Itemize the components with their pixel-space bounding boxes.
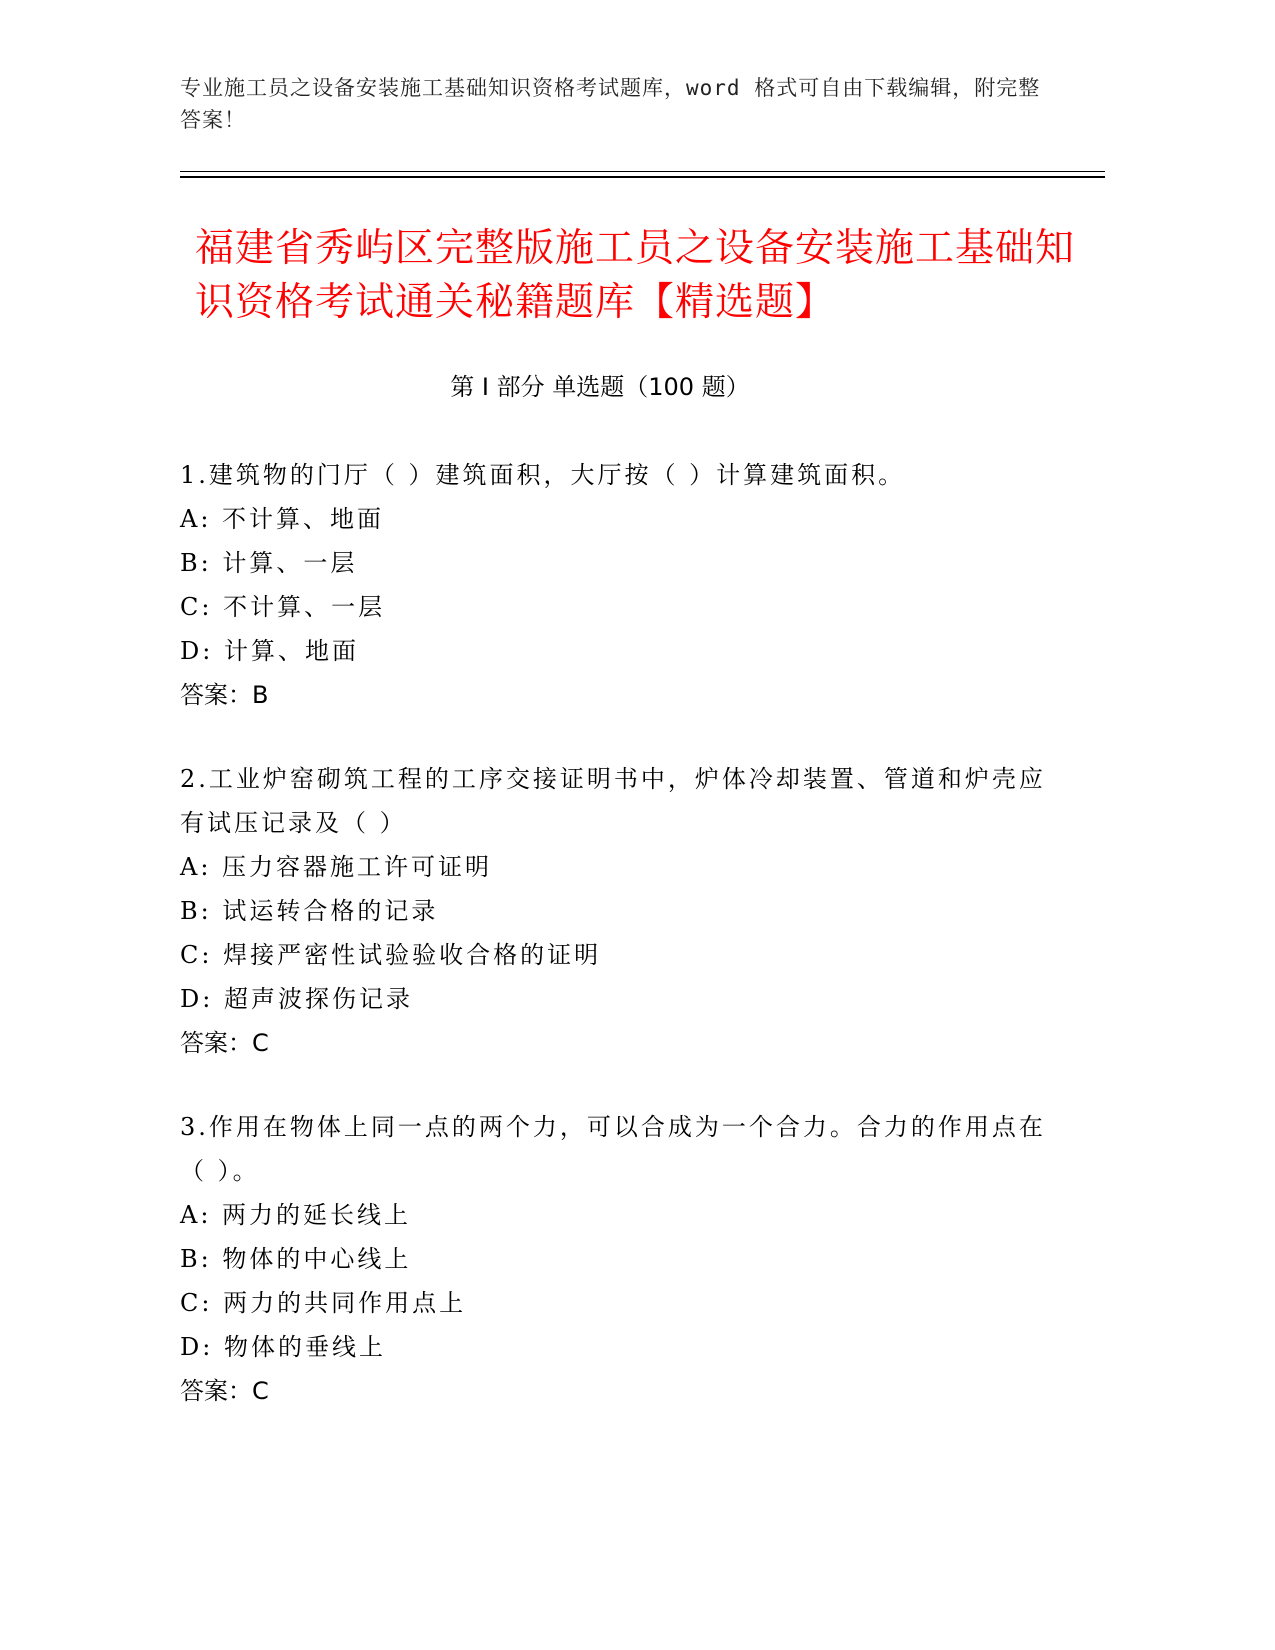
question-stem: 1.建筑物的门厅（ ）建筑面积，大厅按（ ）计算建筑面积。 xyxy=(180,461,906,489)
header-divider-bottom xyxy=(180,176,1105,178)
answer-label: 答案：C xyxy=(180,1377,269,1405)
section-title: 第 I 部分 单选题（100 题） xyxy=(450,373,750,401)
option-d: D: 物体的垂线上 xyxy=(180,1333,386,1361)
option-b: B: 物体的中心线上 xyxy=(180,1245,412,1273)
option-a: A: 压力容器施工许可证明 xyxy=(180,853,493,881)
answer-label: 答案：B xyxy=(180,681,269,709)
header-note: 专业施工员之设备安装施工基础知识资格考试题库，word 格式可自由下载编辑，附完整答案！ xyxy=(180,76,1041,132)
option-d: D: 计算、地面 xyxy=(180,637,359,665)
question-item xyxy=(180,1105,1060,1413)
question-item xyxy=(180,453,1060,717)
document-title: 福建省秀屿区完整版施工员之设备安装施工基础知识资格考试通关秘籍题库【精选题】 xyxy=(195,226,1076,325)
option-d: D: 超声波探伤记录 xyxy=(180,985,413,1013)
option-b: B: 试运转合格的记录 xyxy=(180,897,439,925)
question-item xyxy=(180,757,1060,1065)
option-c: C: 不计算、一层 xyxy=(180,593,386,621)
question-stem: 2.工业炉窑砌筑工程的工序交接证明书中，炉体冷却装置、管道和炉壳应有试压记录及（ ） xyxy=(180,765,1046,837)
header-divider-top xyxy=(180,171,1105,172)
option-c: C: 焊接严密性试验验收合格的证明 xyxy=(180,941,602,969)
option-a: A: 两力的延长线上 xyxy=(180,1201,412,1229)
option-a: A: 不计算、地面 xyxy=(180,505,385,533)
question-stem: 3.作用在物体上同一点的两个力，可以合成为一个合力。合力的作用点在（ ）。 xyxy=(180,1113,1046,1185)
answer-label: 答案：C xyxy=(180,1029,269,1057)
option-c: C: 两力的共同作用点上 xyxy=(180,1289,467,1317)
option-b: B: 计算、一层 xyxy=(180,549,358,577)
